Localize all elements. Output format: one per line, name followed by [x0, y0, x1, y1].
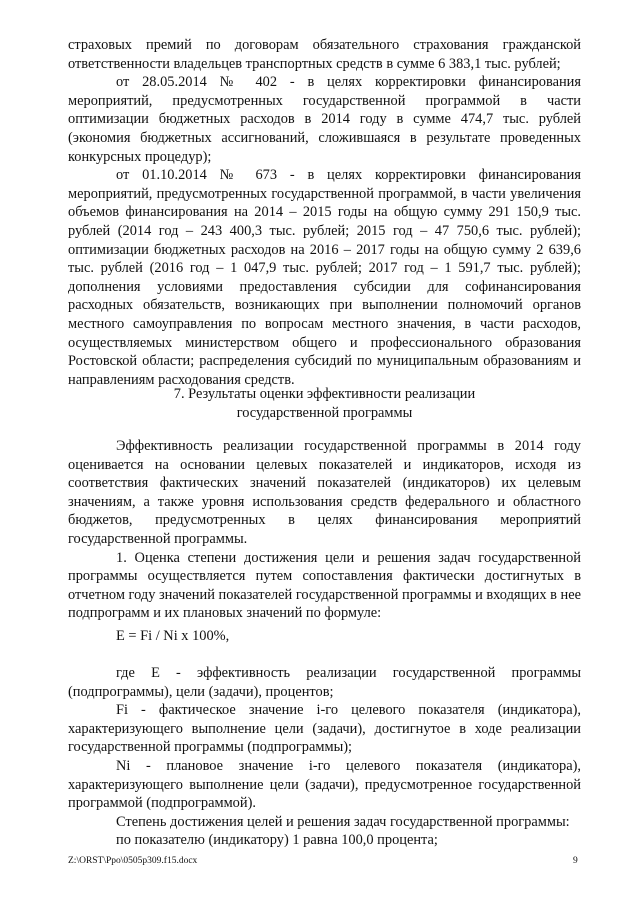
paragraph-order-402: от 28.05.2014 № 402 - в целях корректировки финансирования мероприятий, предусмотренных государственной программой в части оптимизации бюджетных расходов в 2014 году в сумме 474,7 тыс. рублей (экономия бюджетных ассигнований, сложившаяся в результате проведенных конкурсных процедур);	[68, 74, 581, 165]
body-text-top	[68, 36, 581, 389]
formula-text: E = Fi / Ni x 100%,	[116, 628, 230, 644]
definition-ni: Ni - плановое значение i-го целевого показателя (индикатора), характеризующего выполнение цели (задачи), предусмотренное государственной программой (подпрограммой).	[68, 757, 581, 812]
paragraph-indicator-1: по показателю (индикатору) 1 равна 100,0 процента;	[116, 832, 438, 849]
body-text-bottom	[68, 664, 581, 850]
paragraph-efficiency: Эффективность реализации государственной программы в 2014 году оценивается на основании целевых показателей и индикаторов, исходя из соответствия фактических значений показателей (индикаторов) их целевым значениям, а также уровня использования средств федерального и областного бюджетов, предусмотренных в целях финансирования мероприятий государственной программы.	[68, 438, 581, 547]
definition-e: где E - эффективность реализации государственной программы (подпрограммы), цели (задачи), процентов;	[68, 665, 581, 700]
footer-file-path: Z:\ORST\Ppo\0505p309.f15.docx	[68, 856, 198, 866]
footer-page-number: 9	[573, 856, 578, 866]
paragraph-order-673: от 01.10.2014 № 673 - в целях корректировки финансирования мероприятий, предусмотренных государственной программой, в части увеличения объемов финансирования на 2014 – 2015 годы на общую сумму 291 150,9 тыс. рублей (2014 год – 243 400,3 тыс. рублей; 2015 год – 47 750,6 тыс. рублей); оптимизации бюджетных расходов на 2016 – 2017 годы на общую сумму 2 639,6 тыс. рублей (2016 год – 1 047,9 тыс. рублей; 2017 год – 1 591,7 тыс. рублей); дополнения условиями предоставления субсидии для софинансирования расходных обязательств, возникающих при выполнении полномочий органов местного самоуправления по вопросам местного значения, в части расходов, осуществляемых министерством общего и профессионального образования Ростовской области; распределения субсидий по муниципальным образованиям и направлениям расходования средств.	[68, 167, 581, 388]
definition-fi: Fi - фактическое значение i-го целевого показателя (индикатора), характеризующего выполнение цели (задачи), достигнутое в ходе реализации государственной программы (подпрограммы);	[68, 702, 581, 756]
paragraph-continued: страховых премий по договорам обязательного страхования гражданской ответственности владельцев транспортных средств в сумме 6 383,1 тыс. рублей;	[68, 37, 581, 72]
paragraph-degree: Степень достижения целей и решения задач государственной программы:	[116, 813, 570, 830]
formula	[116, 627, 416, 646]
body-text-middle	[68, 437, 581, 623]
section-heading-line1: 7. Результаты оценки эффективности реализации	[173, 386, 476, 402]
section-heading-line2: государственной программы	[236, 404, 413, 421]
paragraph-assessment: 1. Оценка степени достижения цели и решения задач государственной программы осуществляется путем сопоставления фактически достигнутых в отчетном году значений показателей государственной программы и входящих в нее подпрограмм и их плановых значений по формуле:	[68, 549, 581, 622]
section-heading	[68, 385, 581, 422]
